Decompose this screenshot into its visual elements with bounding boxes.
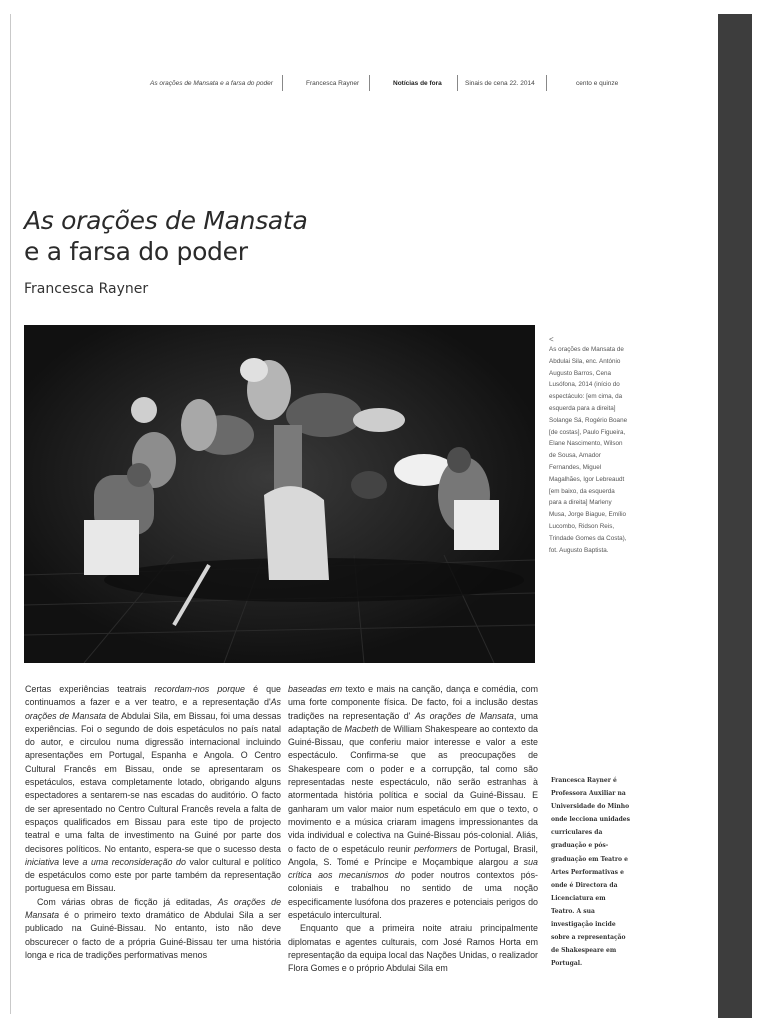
photo-caption: [549, 336, 629, 556]
header-divider: [282, 75, 283, 91]
body-column-right: [288, 683, 538, 976]
body-column-left: [25, 683, 281, 962]
running-header: [0, 75, 768, 91]
performance-photo: [24, 325, 535, 663]
article-title-line-1: As orações de Mansata: [24, 206, 308, 235]
header-divider: [457, 75, 458, 91]
article-title-line-2: e a farsa do poder: [24, 237, 248, 266]
page-side-bar: [718, 14, 752, 1018]
caption-pointer-icon: <: [549, 335, 554, 344]
body-paragraph: Com várias obras de ficção já editadas, As orações de Mansata é o primeiro texto dramático de Abdulai Sila a ser publicado na Guiné-Bissau. No entanto, isto não deve obscurecer o facto de a própria Guiné-Bissau ter uma história longa e rica de tradições performativas menos: [25, 896, 282, 960]
caption-text: As orações de Mansata de Abdulai Sila, enc. António Augusto Barros, Cena Lusófona, 2014 (início do espectáculo: [em cima, da esquerda para a direita] Solange Sá, Rogério Boane [de costas], Paulo Figueira, Elane Nascimento, Wilson de Sousa, Amador Fernandes, Miguel Magalhães, Igor Lebreaudt [em baixo, da esquerda para a direita] Marleny Musa, Jorge Biague, Emílio Lucombo, Ridson Reis, Trindade Gomes da Costa), fot. Augusto Baptista.: [549, 346, 628, 554]
header-issue: Sinais de cena 22. 2014: [465, 80, 535, 87]
article-byline: Francesca Rayner: [24, 281, 149, 297]
performance-photo-illustration: [24, 325, 535, 663]
header-author: Francesca Rayner: [306, 80, 360, 87]
header-section: Notícias de fora: [393, 80, 442, 87]
article-title: [24, 205, 444, 267]
header-page-number: cento e quinze: [576, 80, 619, 87]
header-divider: [369, 75, 370, 91]
header-divider: [546, 75, 547, 91]
author-bio: Francesca Rayner é Professora Auxiliar na Universidade do Minho onde lecciona unidades curriculares da graduação e pós-graduação em Teatro e Artes Performativas e onde é Directora da Licenciatura em Teatro. A sua investigação incide sobre a representação de Shakespeare em Portugal.: [551, 777, 630, 968]
body-paragraph: baseadas em texto e mais na canção, dança e comédia, com uma forte componente física. De facto, foi a inclusão destas tradições na representação d' As orações de Mansata, uma adaptação de Macbeth de William Shakespeare ao contexto da Guiné-Bissau, que conferiu maior interesse e valor a este espectáculo. Confirma-se que as preocupações de Shakespeare com o poder e a corrupção, tal como são representadas neste espectáculo, não serão estranhas à atormentada história política e social da Guiné-Bissau. E ganharam um valor maior num espetáculo em que o texto, o movimento e a música criaram imagens impressionantes da vida individual e colectiva na Guiné-Bissau pós-colonial. Aliás, o facto de o espetáculo reunir performers de Portugal, Brasil, Angola, S. Tomé e Príncipe e Moçambique alargou a sua crítica aos mecanismos do poder noutros contextos pós-coloniais e trabalhou no sentido de uma noção especificamente lusófona dos prazeres e potenciais perigos do espetáculo intercultural.: [288, 684, 539, 921]
body-paragraph: Enquanto que a primeira noite atraiu principalmente diplomatas e agentes culturais, com José Ramos Horta em representação da equipa local das Nações Unidas, o realizador Flora Gomes e o próprio Abdulai Sila em: [288, 923, 538, 974]
body-paragraph: Certas experiências teatrais recordam-nos porque é que continuamos a fazer e a ver teatro, e a representação d'As orações de Mansata de Abdulai Sila, em Bissau, foi uma dessas experiências. Foi o segundo de dois espetáculos no país natal do autor, e circulou numa digressão internacional incluindo apresentações em Portugal, Espanha e Angola. O Centro Cultural Francês em Bissau, onde se apresentaram os espetáculos, estava completamente lotado, obrigando alguns espectadores a sentarem-se nas escadas do auditório. O facto de ser apresentado no Centro Cultural Francês revela a falta de espaços qualificados em Bissau para este tipo de projecto teatral e uma falta de investimento na Guiné por parte dos decisores políticos. No entanto, espera-se que o sucesso desta iniciativa leve a uma reconsideração do valor cultural e político de espetáculos como este por parte também da representação portuguesa em Bissau.: [25, 684, 282, 894]
page-edge-line: [10, 14, 11, 1014]
header-running-title: As orações de Mansata e a farsa do poder: [150, 80, 273, 87]
